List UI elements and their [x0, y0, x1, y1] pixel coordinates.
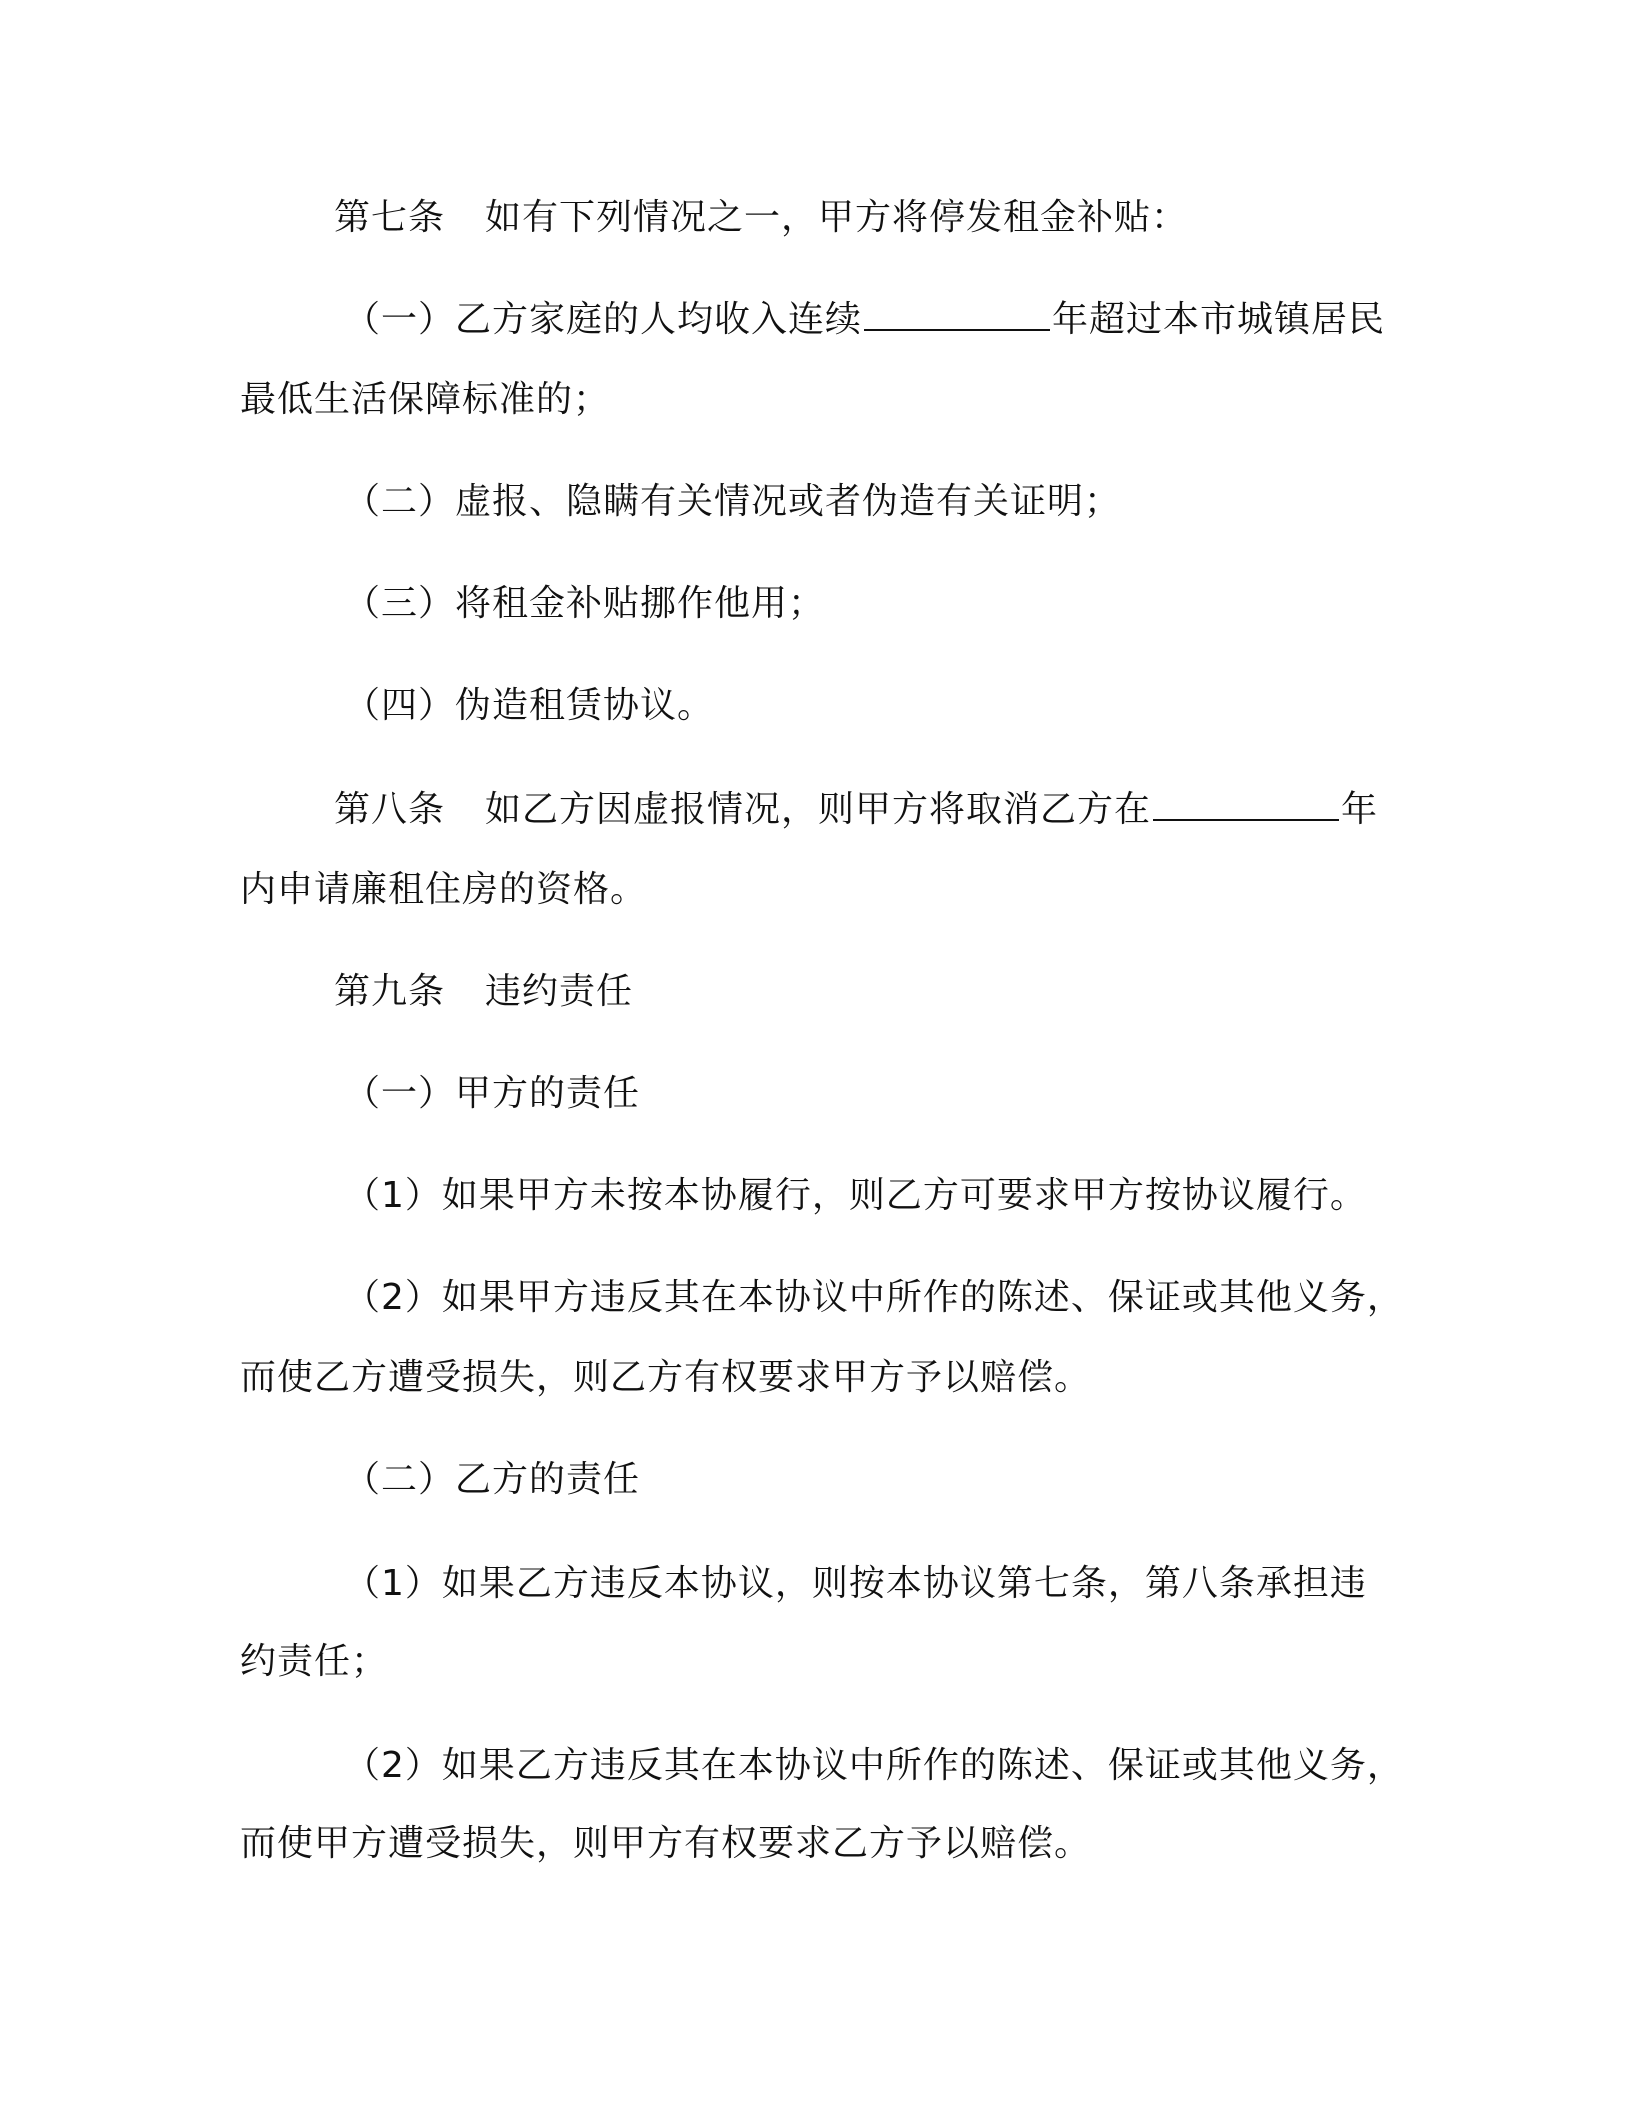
article-9-text: 违约责任 — [485, 971, 634, 1012]
article-8-text-part-2: 年 — [1341, 789, 1379, 830]
article-9-heading: 第九条 — [334, 971, 446, 1012]
article-7-line — [334, 196, 1188, 240]
party-a-title: （一）甲方的责任 — [344, 1073, 641, 1114]
article-9-line — [334, 970, 633, 1014]
party-b-clause-1-line-1: （1）如果乙方违反本协议，则按本协议第七条，第八条承担违 — [344, 1563, 1367, 1604]
blank-years-field — [864, 299, 1050, 331]
article-8-heading: 第八条 — [334, 789, 446, 830]
article-7-item-1-part-1: （一）乙方家庭的人均收入连续 — [344, 299, 863, 340]
article-7-item-1-line-2: 最低生活保障标准的； — [240, 379, 611, 420]
article-7-text: 如有下列情况之一，甲方将停发租金补贴： — [485, 197, 1189, 238]
article-8-text-part-1: 如乙方因虚报情况，则甲方将取消乙方在 — [485, 789, 1152, 830]
party-a-clause-2-line-2: 而使乙方遭受损失，则乙方有权要求甲方予以赔偿。 — [240, 1357, 1092, 1398]
article-7-item-2: （二）虚报、隐瞒有关情况或者伪造有关证明； — [344, 481, 1122, 522]
article-8-line-2: 内申请廉租住房的资格。 — [240, 869, 648, 910]
party-a-clause-2-line-1: （2）如果甲方违反其在本协议中所作的陈述、保证或其他义务， — [344, 1277, 1404, 1318]
article-7-item-1-part-2: 年超过本市城镇居民 — [1052, 299, 1386, 340]
party-b-clause-2-line-1: （2）如果乙方违反其在本协议中所作的陈述、保证或其他义务， — [344, 1745, 1404, 1786]
article-7-item-4: （四）伪造租赁协议。 — [344, 685, 715, 726]
article-7-item-1-line-1 — [344, 298, 1385, 342]
article-7-item-3: （三）将租金补贴挪作他用； — [344, 583, 826, 624]
party-b-clause-2-line-2: 而使甲方遭受损失，则甲方有权要求乙方予以赔偿。 — [240, 1823, 1092, 1864]
party-a-clause-1: （1）如果甲方未按本协履行，则乙方可要求甲方按协议履行。 — [344, 1175, 1367, 1216]
article-8-line-1 — [334, 788, 1378, 832]
party-b-clause-1-line-2: 约责任； — [240, 1641, 389, 1682]
article-7-heading: 第七条 — [334, 197, 446, 238]
blank-years-field — [1153, 789, 1339, 821]
party-b-title: （二）乙方的责任 — [344, 1459, 641, 1500]
